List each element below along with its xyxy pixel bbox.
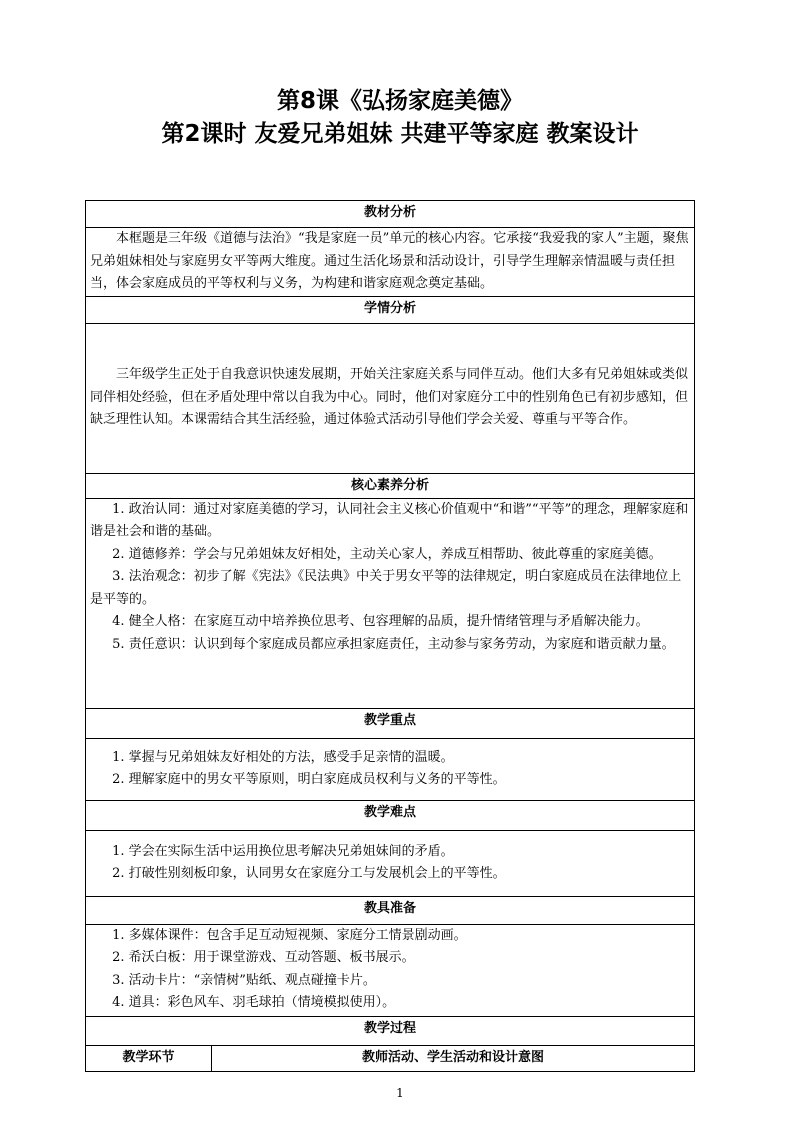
section-body-materials [86,228,695,297]
core-item: 1. 政治认同：通过对家庭美德的学习，认同社会主义核心价值观中“和谐”“平等”的理念，理解家庭和谐是社会和谐的基础。 [90,501,689,539]
process-column-stage: 教学环节 [86,1045,212,1071]
section-header-key: 教学重点 [86,708,695,738]
core-item: 4. 健全人格：在家庭互动中培养换位思考、包容理解的品质，提升情绪管理与矛盾解决能力。 [112,614,649,629]
core-item: 3. 法治观念：初步了解《宪法》《民法典》中关于男女平等的法律规定，明白家庭成员在法律地位上是平等的。 [90,569,682,607]
section-header-students: 学情分析 [86,296,695,323]
section-body-prep [86,924,695,1016]
section-header-core: 核心素养分析 [86,473,695,498]
core-item: 5. 责任意识：认识到每个家庭成员都应承担家庭责任，主动参与家务劳动，为家庭和谐贡献力量。 [112,636,675,652]
process-column-activities: 教师活动、学生活动和设计意图 [212,1045,695,1071]
prep-item: 4. 道具：彩色风车、羽毛球拍（情境模拟使用）。 [112,995,396,1010]
section-body-key [86,738,695,800]
section-header-materials: 教材分析 [86,201,695,228]
section-body-core [86,498,695,708]
section-body-students [86,323,695,473]
section-header-difficult: 教学难点 [86,800,695,830]
key-item: 2. 理解家庭中的男女平等原则，明白家庭成员权利与义务的平等性。 [112,772,506,787]
section-body-difficult [86,830,695,896]
document-subtitle: 第2课时 友爱兄弟姐妹 共建平等家庭 教案设计 [161,121,639,147]
section-header-prep: 教具准备 [86,896,695,924]
prep-item: 3. 活动卡片：“亲情树”贴纸、观点碰撞卡片。 [112,972,376,988]
difficult-item: 1. 学会在实际生活中运用换位思考解决兄弟姐妹间的矛盾。 [112,843,454,859]
core-item: 2. 道德修养：学会与兄弟姐妹友好相处，主动关心家人，养成互相帮助、彼此尊重的家庭美德。 [112,546,662,562]
prep-item: 1. 多媒体课件：包含手足互动短视频、家庭分工情景剧动画。 [112,927,467,943]
document-title: 第8课《弘扬家庭美德》 [276,88,523,114]
lesson-plan-table [85,200,695,1072]
prep-item: 2. 希沃白板：用于课堂游戏、互动答题、板书展示。 [112,950,415,965]
difficult-item: 2. 打破性别刻板印象，认同男女在家庭分工与发展机会上的平等性。 [112,866,506,881]
key-item: 1. 掌握与兄弟姐妹友好相处的方法，感受手足亲情的温暖。 [112,749,454,765]
students-paragraph: 三年级学生正处于自我意识快速发展期，开始关注家庭关系与同伴互动。他们大多有兄弟姐妹或类似同伴相处经验，但在矛盾处理中常以自我为中心。同时，他们对家庭分工中的性别角色已有初步感知，但缺乏理性认知。本课需结合其生活经验，通过体验式活动引导他们学会关爱、尊重与平等合作。 [90,367,689,428]
materials-paragraph: 本框题是三年级《道德与法治》“我是家庭一员”单元的核心内容。它承接“我爱我的家人”主题，聚焦兄弟姐妹相处与家庭男女平等两大维度。通过生活化场景和活动设计，引导学生理解亲情温暖与责任担当，体会家庭成员的平等权利与义务，为构建和谐家庭观念奠定基础。 [90,231,689,291]
page-number: 1 [396,1086,404,1100]
section-header-process: 教学过程 [86,1016,695,1045]
